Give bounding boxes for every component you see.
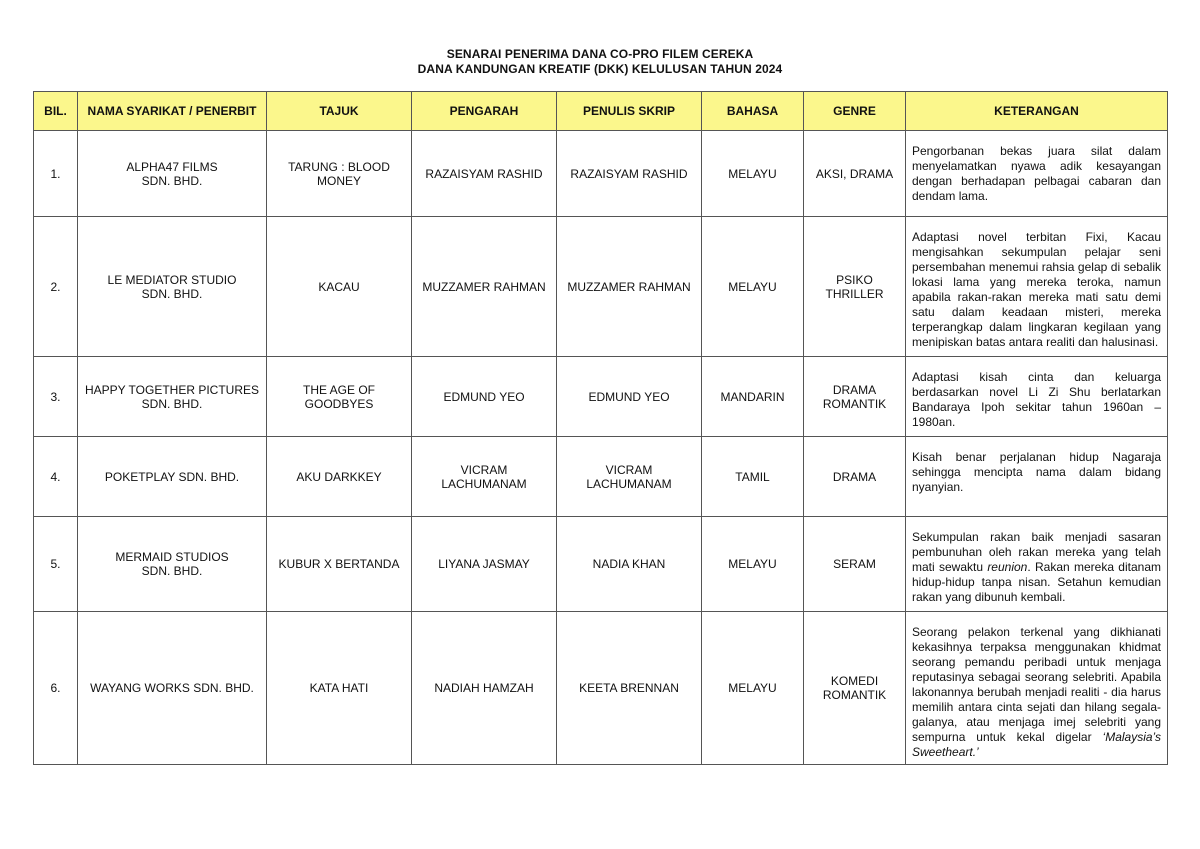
text-genre-2: ROMANTIK (822, 688, 887, 702)
header-penulis: PENULIS SKRIP (557, 92, 702, 131)
cell-pengarah (412, 217, 557, 357)
cell-bahasa (702, 217, 804, 357)
header-syarikat: NAMA SYARIKAT / PENERBIT (78, 92, 267, 131)
cell-syarikat (78, 612, 267, 765)
text-bahasa: MELAYU (728, 166, 777, 181)
text-pengarah-1: VICRAM (460, 462, 508, 477)
cell-bahasa (702, 131, 804, 217)
table-row (34, 357, 1168, 437)
text-pengarah-1: EDMUND YEO (443, 389, 525, 404)
cell-syarikat (78, 437, 267, 517)
cell-penulis (557, 437, 702, 517)
cell-penulis (557, 517, 702, 612)
text-bil: 6. (50, 681, 61, 695)
text-tajuk-1: KACAU (318, 279, 360, 294)
text-syarikat-2: SDN. BHD. (141, 564, 203, 578)
text-genre-1: KOMEDI (830, 674, 879, 688)
text-ket-a: Adaptasi novel terbitan Fixi, Kacau mengisahkan sekumpulan pelajar seni persembahan menemui rahsia gelap di sebalik lokasi lama yang mereka teroka, namun apabila rakan-rakan mereka mati satu demi satu dalam keadaan misteri, mereka terperangkap dalam lingkaran kegilaan yang menipiskan batas antara realiti dan halusinasi. (912, 230, 1161, 349)
cell-syarikat (78, 357, 267, 437)
cell-keterangan (906, 217, 1168, 357)
cell-penulis (557, 131, 702, 217)
text-ket-a: Sekumpulan rakan baik menjadi sasaran pembunuhan oleh rakan mereka yang telah mati sewaktu (912, 530, 1161, 574)
cell-tajuk (267, 437, 412, 517)
text-ket-i: reunion (987, 560, 1028, 574)
header-bahasa: BAHASA (702, 92, 804, 131)
cell-pengarah (412, 517, 557, 612)
text-bahasa: MANDARIN (720, 389, 785, 404)
cell-penulis (557, 612, 702, 765)
text-penulis-1: VICRAM (605, 462, 653, 477)
text-syarikat-1: LE MEDIATOR STUDIO (107, 272, 237, 287)
cell-syarikat (78, 517, 267, 612)
cell-keterangan (906, 357, 1168, 437)
text-bil: 4. (50, 469, 61, 484)
text-pengarah-1: NADIAH HAMZAH (434, 681, 534, 695)
title-line-1: SENARAI PENERIMA DANA CO-PRO FILEM CEREKA (446, 47, 754, 61)
recipients-table (33, 91, 1168, 765)
table-header-row (34, 92, 1168, 131)
cell-bahasa (702, 517, 804, 612)
cell-bahasa (702, 357, 804, 437)
cell-penulis (557, 357, 702, 437)
text-genre-1: SERAM (833, 557, 876, 571)
text-penulis-1: EDMUND YEO (588, 389, 670, 404)
text-bil: 2. (50, 279, 61, 294)
cell-bil (34, 131, 78, 217)
text-syarikat-2: SDN. BHD. (141, 286, 203, 301)
cell-genre (804, 517, 906, 612)
text-genre-1: DRAMA (832, 382, 877, 397)
cell-pengarah (412, 437, 557, 517)
text-ket-a: Pengorbanan bekas juara silat dalam menyelamatkan nyawa adik kesayangan dengan berhadapan pelbagai cabaran dan dendam lama. (912, 144, 1161, 203)
cell-syarikat (78, 131, 267, 217)
title-line-2: DANA KANDUNGAN KREATIF (DKK) KELULUSAN TAHUN 2024 (417, 62, 783, 76)
cell-syarikat (78, 217, 267, 357)
text-bahasa: MELAYU (728, 681, 777, 695)
text-tajuk-2: GOODBYES (304, 396, 374, 411)
text-syarikat-1: HAPPY TOGETHER PICTURES (84, 382, 260, 397)
cell-genre (804, 357, 906, 437)
text-pengarah-1: MUZZAMER RAHMAN (422, 279, 546, 294)
cell-tajuk (267, 217, 412, 357)
text-penulis-1: RAZAISYAM RASHID (570, 166, 688, 181)
text-ket-b: . Rakan mereka ditanam hidup-hidup tanpa nisan. Setahun kemudian rakan yang dibunuh kembali. (912, 560, 1161, 604)
text-penulis-2: LACHUMANAM (586, 476, 672, 491)
cell-bil (34, 357, 78, 437)
text-genre-2: ROMANTIK (822, 396, 887, 411)
cell-bil (34, 612, 78, 765)
text-syarikat-1: MERMAID STUDIOS (115, 550, 229, 564)
table-row (34, 612, 1168, 765)
cell-keterangan (906, 437, 1168, 517)
cell-keterangan (906, 517, 1168, 612)
cell-genre (804, 437, 906, 517)
table-row (34, 517, 1168, 612)
text-tajuk-1: THE AGE OF (302, 382, 375, 397)
cell-bil (34, 437, 78, 517)
cell-bahasa (702, 612, 804, 765)
text-bahasa: TAMIL (735, 469, 770, 484)
text-ket-i: ‘Malaysia’s Sweetheart.’ (912, 730, 1161, 759)
cell-bil (34, 517, 78, 612)
cell-bil (34, 217, 78, 357)
text-bahasa: MELAYU (728, 279, 777, 294)
table-row (34, 217, 1168, 357)
cell-genre (804, 612, 906, 765)
cell-pengarah (412, 131, 557, 217)
header-genre: GENRE (804, 92, 906, 131)
cell-tajuk (267, 131, 412, 217)
cell-pengarah (412, 612, 557, 765)
cell-tajuk (267, 517, 412, 612)
table-row (34, 131, 1168, 217)
cell-keterangan (906, 612, 1168, 765)
text-genre-1: PSIKO (836, 272, 873, 287)
text-pengarah-1: RAZAISYAM RASHID (425, 166, 543, 181)
text-genre-2: THRILLER (825, 286, 884, 301)
text-tajuk-1: AKU DARKKEY (296, 469, 382, 484)
text-tajuk-1: KUBUR X BERTANDA (278, 557, 400, 571)
text-syarikat-1: WAYANG WORKS SDN. BHD. (90, 681, 254, 695)
header-pengarah: PENGARAH (412, 92, 557, 131)
cell-pengarah (412, 357, 557, 437)
text-syarikat-2: SDN. BHD. (141, 173, 203, 188)
header-bil: BIL. (34, 92, 78, 131)
text-penulis-1: MUZZAMER RAHMAN (567, 279, 691, 294)
text-bil: 3. (50, 389, 61, 404)
cell-tajuk (267, 357, 412, 437)
text-tajuk-2: MONEY (316, 173, 361, 188)
header-keterangan: KETERANGAN (906, 92, 1168, 131)
text-ket-a: Kisah benar perjalanan hidup Nagaraja sehingga mencipta nama dalam bidang nyanyian. (912, 450, 1161, 494)
table-row (34, 437, 1168, 517)
text-tajuk-1: TARUNG : BLOOD (288, 159, 390, 174)
text-genre-1: DRAMA (832, 469, 877, 484)
text-syarikat-2: SDN. BHD. (141, 396, 203, 411)
cell-keterangan (906, 131, 1168, 217)
text-tajuk-1: KATA HATI (309, 681, 369, 695)
text-penulis-1: NADIA KHAN (592, 557, 666, 571)
document-title (0, 47, 1200, 77)
text-bahasa: MELAYU (728, 557, 777, 571)
cell-bahasa (702, 437, 804, 517)
text-syarikat-1: ALPHA47 FILMS (126, 159, 218, 174)
text-genre-1: AKSI, DRAMA (815, 166, 894, 181)
cell-penulis (557, 217, 702, 357)
text-syarikat-1: POKETPLAY SDN. BHD. (104, 469, 240, 484)
text-bil: 1. (50, 166, 61, 181)
text-bil: 5. (50, 557, 61, 571)
cell-genre (804, 217, 906, 357)
text-ket-a: Adaptasi kisah cinta dan keluarga berdasarkan novel Li Zi Shu berlatarkan Bandaraya Ipoh sekitar tahun 1960an – 1980an. (912, 370, 1161, 429)
text-pengarah-1: LIYANA JASMAY (438, 557, 530, 571)
header-tajuk: TAJUK (267, 92, 412, 131)
cell-genre (804, 131, 906, 217)
cell-tajuk (267, 612, 412, 765)
text-penulis-1: KEETA BRENNAN (579, 681, 679, 695)
text-pengarah-2: LACHUMANAM (441, 476, 527, 491)
text-ket-a: Seorang pelakon terkenal yang dikhianati kekasihnya terpaksa menggunakan khidmat seorang pemandu peribadi untuk menjaga reputasinya sebagai seorang selebriti. Apabila lakonannya berubah menjadi realiti - dia harus memilih antara cinta sejati dan hilang segala-galanya, atau menjaga imej selebriti yang sempurna untuk kekal digelar (912, 625, 1161, 744)
